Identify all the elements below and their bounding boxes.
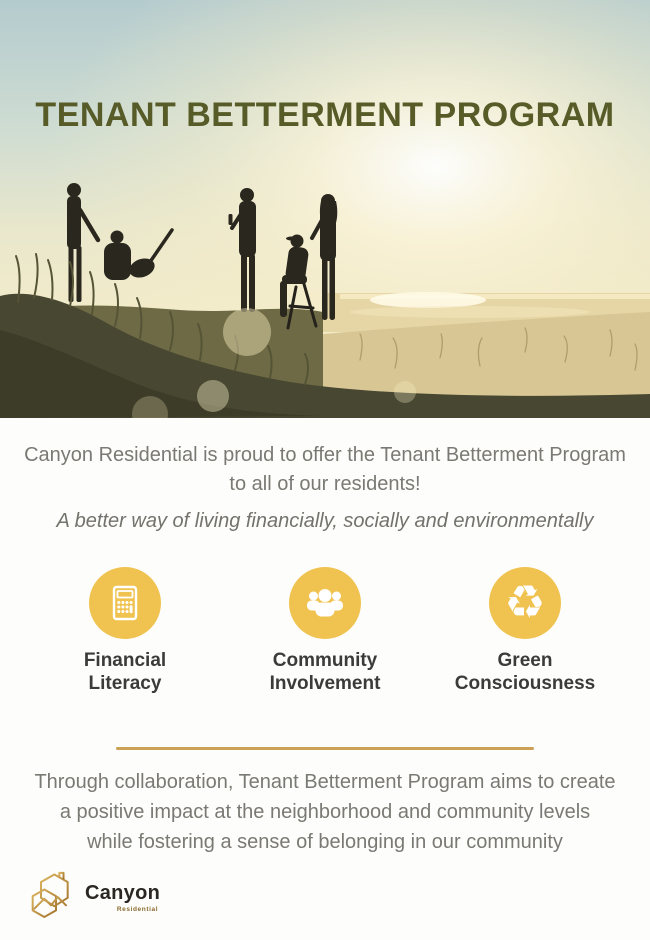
hero-photo: [0, 0, 650, 418]
canyon-logo: [26, 870, 650, 924]
intro-line-2: to all of our residents!: [229, 473, 421, 495]
recycle-glyph: ♻: [504, 575, 546, 629]
closing-line-3: while fostering a sense of belonging in our community: [87, 831, 563, 853]
feature-green-consciousness: [425, 567, 625, 695]
closing-line-2: a positive impact at the neighborhood and community levels: [59, 801, 591, 823]
logo-subtitle: Residential: [116, 905, 159, 913]
feature-label: Green Consciousness: [454, 650, 596, 694]
intro-line-1: Canyon Residential is proud to offer the Tenant Betterment Program: [24, 444, 626, 466]
features-row: [0, 567, 650, 695]
closing-text: [0, 767, 650, 857]
section-divider: [116, 747, 534, 750]
closing-line-1: Through collaboration, Tenant Betterment Program aims to create: [34, 771, 616, 793]
recycle-icon: [489, 567, 561, 639]
feature-community-involvement: [225, 567, 425, 695]
feature-financial-literacy: [25, 567, 225, 695]
feature-label: Financial Literacy: [83, 650, 167, 694]
page-title: TENANT BETTERMENT PROGRAM: [35, 96, 615, 134]
calculator-glyph: [103, 581, 147, 625]
logo-text: [85, 882, 160, 913]
feature-label: Community Involvement: [269, 650, 381, 694]
tagline-text: A better way of living financially, socially and environmentally: [56, 510, 594, 532]
canyon-logo-icon: [26, 870, 76, 924]
community-people-icon: [289, 567, 361, 639]
beach-sunset-photo: [0, 0, 650, 418]
logo-name: Canyon: [85, 881, 161, 904]
intro-text: [0, 441, 650, 499]
people-glyph: [303, 581, 347, 625]
calculator-icon: [89, 567, 161, 639]
